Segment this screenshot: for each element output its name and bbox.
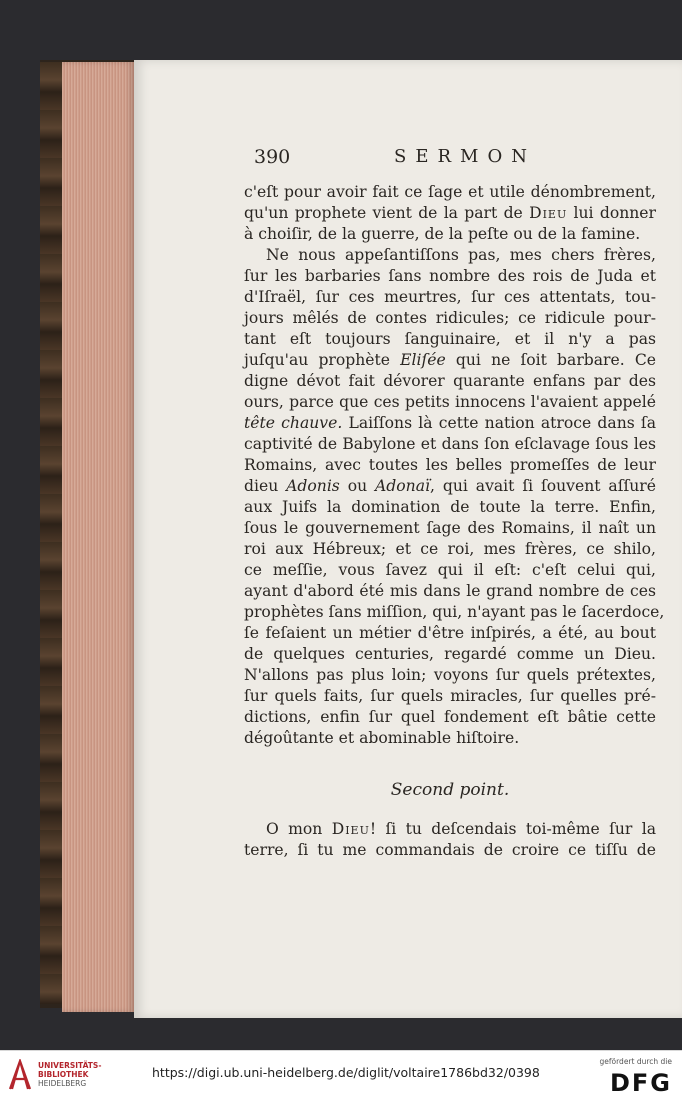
body-text: [244, 182, 665, 861]
text-line: [244, 203, 656, 224]
text-line: [244, 518, 656, 539]
text-line: [244, 392, 656, 413]
text-run: N'allons pas plus loin; voyons ſur quels prétextes,: [244, 666, 656, 684]
text-line: [244, 182, 656, 203]
first-text-block: [244, 182, 665, 749]
text-run: captivité de Babylone et dans ſon eſclavage ſous les: [244, 435, 656, 453]
text-run: ſous le gouvernement ſage des Romains, il naît un: [244, 519, 656, 537]
text-run: jours mêlés de contes ridicules; ce ridicule pour-: [244, 309, 656, 327]
permalink-url[interactable]: https://digi.ub.uni-heidelberg.de/diglit/voltaire1786bd32/0398: [152, 1065, 540, 1080]
text-line: [244, 266, 656, 287]
running-head: [254, 146, 674, 176]
text-run: ſur les barbaries ſans nombre des rois de Juda et: [244, 267, 656, 285]
page-edges: [62, 62, 134, 1012]
text-line: [244, 581, 656, 602]
text-run: de quelques centuries, regardé comme un Dieu.: [244, 645, 656, 663]
text-line: [244, 308, 656, 329]
text-line: [244, 371, 656, 392]
second-text-block: [244, 819, 656, 861]
section-gap: [244, 807, 656, 819]
viewer-footer: [0, 1050, 682, 1101]
text-run: ſe feſaient un métier d'être inſpirés, a été, au bout: [244, 624, 656, 642]
text-line: [244, 728, 656, 749]
text-run: roi aux Hébreux; et ce roi, mes frères, ce shilo,: [244, 540, 656, 558]
text-run: dégoûtante et abominable hiſtoire.: [244, 729, 520, 747]
text-run: ſur quels faits, ſur quels miracles, ſur quelles pré-: [244, 687, 656, 705]
text-run: aux Juifs la domination de toute la terre. Enfin,: [244, 498, 656, 516]
text-line: [244, 707, 656, 728]
text-run: à choiſir, de la guerre, de la peſte ou de la famine.: [244, 225, 641, 243]
text-run: tant eſt toujours ſanguinaire, et il n'y a pas: [244, 330, 656, 348]
text-run: c'eſt pour avoir fait ce ſage et utile dénombrement,: [244, 183, 656, 201]
text-run: dieu: [244, 477, 287, 495]
book-page: [134, 60, 682, 1018]
text-line: [244, 560, 656, 581]
text-run: dictions, enfin ſur quel fondement eſt bâtie cette: [244, 708, 656, 726]
text-run: , qui avait ſi ſouvent aſſuré: [430, 477, 656, 495]
page-number: 390: [254, 146, 291, 168]
text-run: d'Iſraël, ſur ces meurtres, ſur ces attentats, tou-: [244, 288, 656, 306]
small-caps-run: Dieu: [529, 204, 568, 222]
text-line: [244, 329, 656, 350]
text-line: [244, 686, 656, 707]
running-title: SERMON: [394, 146, 536, 167]
text-run: qu'un prophete vient de la part de: [244, 204, 530, 222]
funding-caption: gefördert durch die: [599, 1057, 672, 1066]
section-gap: [244, 749, 656, 773]
italic-run: Adonaï: [375, 477, 431, 495]
text-line: [244, 840, 656, 861]
text-line: [244, 644, 656, 665]
italic-run: Adonis: [286, 477, 340, 495]
dfg-logo: DFG: [609, 1069, 672, 1097]
text-run: ! ſi tu deſcendais toi-même ſur la: [369, 820, 657, 838]
text-line: [244, 287, 656, 308]
text-run: qui ne ſoit barbare. Ce: [445, 351, 656, 369]
italic-run: Eliſée: [400, 351, 446, 369]
text-line: [244, 434, 656, 455]
text-line: [244, 413, 656, 434]
text-run: ce meſſie, vous ſavez qui il eſt: c'eſt celui qui,: [244, 561, 656, 579]
text-line: [244, 539, 656, 560]
text-run: terre, ſi tu me commandais de croire ce tiſſu de: [244, 841, 656, 859]
section-heading: Second point.: [390, 780, 510, 800]
university-library-logo-icon: [8, 1059, 32, 1091]
text-line: [244, 476, 656, 497]
text-line: [244, 350, 656, 371]
text-run: prophètes ſans miſſion, qui, n'ayant pas le ſacerdoce,: [244, 603, 665, 621]
library-name-line3: HEIDELBERG: [38, 1079, 87, 1088]
text-run: juſqu'au prophète: [244, 351, 401, 369]
text-run: O mon: [266, 820, 332, 838]
text-line: [244, 665, 656, 686]
text-run: Romains, avec toutes les belles promeſſes de leur: [244, 456, 656, 474]
text-line: [244, 602, 665, 623]
italic-run: tête chauve.: [244, 414, 343, 432]
text-run: ours, parce que ces petits innocens l'avaient appelé: [244, 393, 656, 411]
library-name: [38, 1061, 101, 1088]
text-run: Ne nous appeſantiſſons pas, mes chers frères,: [266, 246, 656, 264]
small-caps-run: Dieu: [331, 820, 370, 838]
text-line: [244, 455, 656, 476]
library-name-line2: BIBLIOTHEK: [38, 1070, 89, 1079]
text-line: [244, 623, 656, 644]
text-run: ou: [339, 477, 376, 495]
text-run: ayant d'abord été mis dans le grand nombre de ces: [244, 582, 656, 600]
text-line: [244, 497, 656, 518]
text-line: [244, 245, 656, 266]
text-run: digne dévot fait dévorer quarante enfans par des: [244, 372, 656, 390]
text-run: lui donner: [567, 204, 656, 222]
library-name-line1: UNIVERSITÄTS-: [38, 1061, 102, 1070]
text-line: [244, 224, 656, 245]
text-run: Laiſſons là cette nation atroce dans ſa: [342, 414, 657, 432]
text-line: [244, 819, 656, 840]
